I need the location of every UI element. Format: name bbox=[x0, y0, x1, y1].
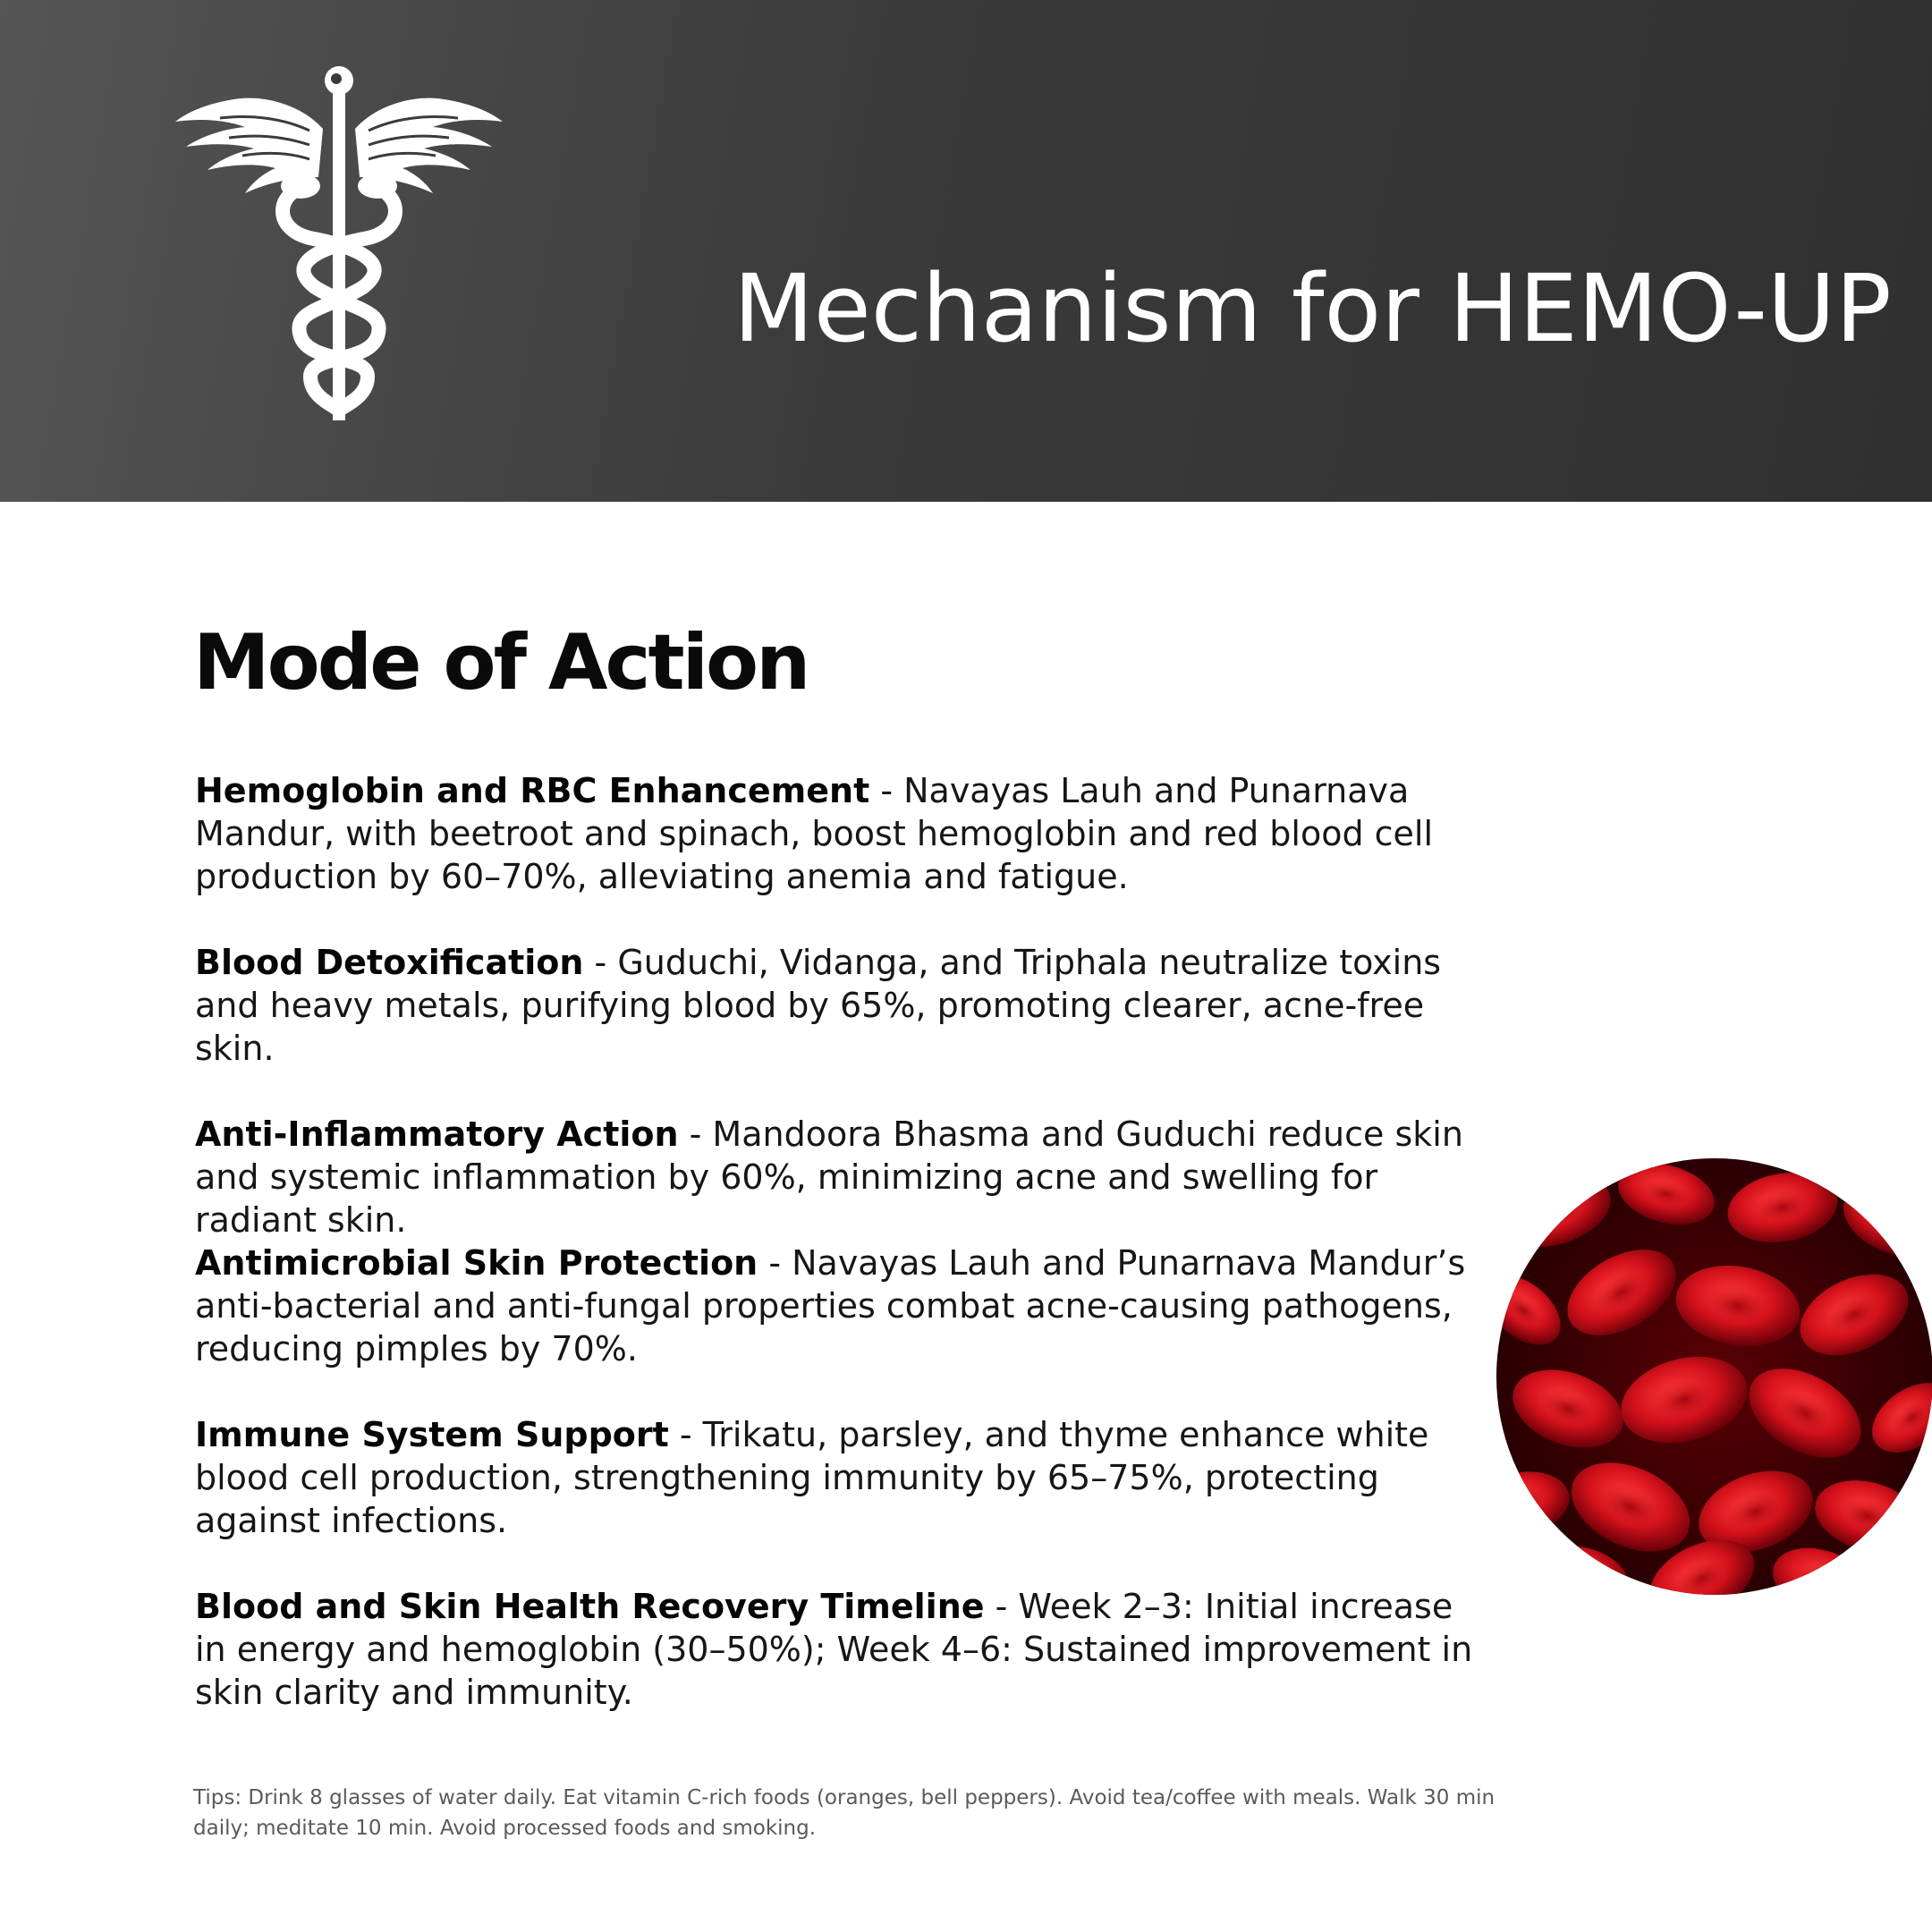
item-label: Antimicrobial Skin Protection bbox=[195, 1243, 758, 1283]
blood-cell bbox=[1498, 1165, 1621, 1260]
blood-cell bbox=[1553, 1232, 1690, 1352]
list-item bbox=[195, 769, 1483, 898]
red-blood-cells-image bbox=[1496, 1158, 1932, 1595]
item-label: Blood Detoxification bbox=[195, 943, 584, 982]
list-item bbox=[195, 1413, 1483, 1542]
item-text: - Navayas Lauh and Punarnava Mandur, with beetroot and spinach, boost hemoglobin and red blood cell production by 60–70%, alleviating anemia and fatigue. bbox=[195, 771, 1434, 896]
list-item bbox=[195, 1113, 1483, 1241]
caduceus-icon bbox=[175, 59, 503, 420]
mode-of-action-list bbox=[195, 769, 1483, 1714]
item-label: Anti-Inflammatory Action bbox=[195, 1114, 679, 1154]
page-title: Mechanism for HEMO-UP bbox=[733, 254, 1892, 363]
item-label: Hemoglobin and RBC Enhancement bbox=[195, 771, 870, 810]
list-item bbox=[195, 1585, 1483, 1714]
blood-cell bbox=[1669, 1257, 1806, 1356]
item-text: - Trikatu, parsley, and thyme enhance white blood cell production, strengthening immunity by 65–75%, protecting against infections. bbox=[195, 1415, 1429, 1540]
list-item bbox=[195, 941, 1483, 1070]
list-item bbox=[195, 1241, 1483, 1370]
blood-cell bbox=[1612, 1158, 1722, 1234]
blood-cell bbox=[1496, 1262, 1573, 1359]
item-text: - Mandoora Bhasma and Guduchi reduce skin and systemic inflammation by 60%, minimizing acne and swelling for radiant skin. bbox=[195, 1114, 1463, 1240]
item-text: - Navayas Lauh and Punarnava Mandur’s anti-bacterial and anti-fungal properties combat acne-causing pathogens, reducing pimples by 70%. bbox=[195, 1243, 1466, 1368]
blood-cell bbox=[1763, 1535, 1883, 1595]
item-text: - Week 2–3: Initial increase in energy and hemoglobin (30–50%); Week 4–6: Sustained improvement in skin clarity and immunity. bbox=[195, 1587, 1473, 1712]
item-text: - Guduchi, Vidanga, and Triphala neutralize toxins and heavy metals, purifying blood by 65%, promoting clearer, acne-free skin. bbox=[195, 943, 1442, 1068]
item-label: Blood and Skin Health Recovery Timeline bbox=[195, 1587, 985, 1626]
tips-text: Tips: Drink 8 glasses of water daily. Eat vitamin C-rich foods (oranges, bell peppers). Avoid tea/coffee with meals. Walk 30 min daily; meditate 10 min. Avoid processed foods and smoking. bbox=[193, 1786, 1496, 1840]
blood-cell bbox=[1787, 1258, 1921, 1372]
red-blood-cells-illustration bbox=[1496, 1158, 1932, 1595]
blood-cell bbox=[1612, 1343, 1758, 1456]
blood-cell bbox=[1496, 1464, 1574, 1540]
header-banner bbox=[0, 0, 1932, 502]
blood-cell bbox=[1722, 1165, 1843, 1250]
section-title: Mode of Action bbox=[193, 618, 809, 708]
blood-cell bbox=[1502, 1356, 1634, 1462]
blood-cell bbox=[1807, 1470, 1928, 1563]
blood-cell bbox=[1521, 1538, 1634, 1595]
blood-cell bbox=[1733, 1351, 1877, 1477]
blood-cell bbox=[1557, 1445, 1704, 1570]
blood-cell bbox=[1833, 1173, 1932, 1269]
item-label: Immune System Support bbox=[195, 1415, 669, 1454]
blood-cell bbox=[1860, 1368, 1932, 1467]
